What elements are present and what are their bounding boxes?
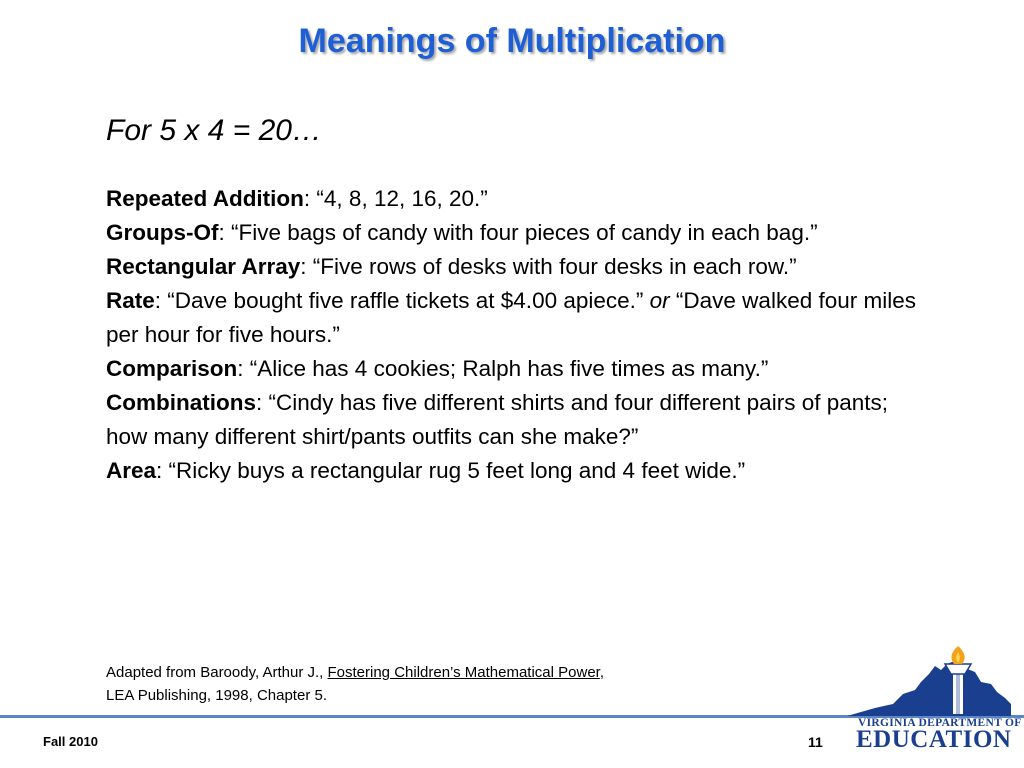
term-description: : “Five rows of desks with four desks in each row.” (300, 254, 797, 279)
citation (106, 661, 806, 707)
list-item (106, 216, 916, 250)
term-label: Repeated Addition (106, 186, 304, 211)
term-description: : “Five bags of candy with four pieces of candy in each bag.” (218, 220, 818, 245)
term-description: : “Dave bought five raffle tickets at $4.00 apiece.” (154, 288, 650, 313)
list-item (106, 250, 916, 284)
term-label: Rate (106, 288, 155, 313)
citation-suffix: , (599, 664, 605, 681)
term-description: : “Cindy has five different shirts and four different pairs of pants; how many different shirt/pants outfits can she make?” (106, 390, 888, 449)
term-label: Area (106, 458, 157, 483)
virginia-state-shape (847, 660, 1011, 716)
term-description: : “Alice has 4 cookies; Ralph has five times as many.” (237, 356, 769, 381)
meanings-list (106, 182, 916, 488)
term-label: Combinations (106, 390, 256, 415)
book-title: Fostering Children’s Mathematical Power (327, 664, 600, 681)
slide-title: Meanings of Multiplication (298, 22, 726, 60)
lead-equation: For 5 x 4 = 20… (106, 114, 322, 147)
list-item (106, 386, 916, 454)
term-description: : “4, 8, 12, 16, 20.” (303, 186, 488, 211)
term-description: : “Ricky buys a rectangular rug 5 feet long and 4 feet wide.” (156, 458, 746, 483)
citation-prefix: Adapted from Baroody, Arthur J., (106, 664, 328, 681)
list-item (106, 454, 916, 488)
logo-text-education: EDUCATION (856, 726, 1012, 753)
list-item (106, 352, 916, 386)
footer-date: Fall 2010 (43, 734, 98, 749)
term-label: Groups-Of (106, 220, 219, 245)
logo-text-department: VIRGINIA DEPARTMENT OF (858, 717, 1022, 729)
term-label: Comparison (106, 356, 238, 381)
list-item (106, 284, 916, 352)
term-label: Rectangular Array (106, 254, 301, 279)
term-description-continued: “Dave walked four miles per hour for five hours.” (106, 288, 916, 347)
page-number: 11 (808, 734, 823, 750)
or-word: or (649, 288, 670, 313)
list-item (106, 182, 916, 216)
citation-publisher: LEA Publishing, 1998, Chapter 5. (106, 687, 327, 704)
